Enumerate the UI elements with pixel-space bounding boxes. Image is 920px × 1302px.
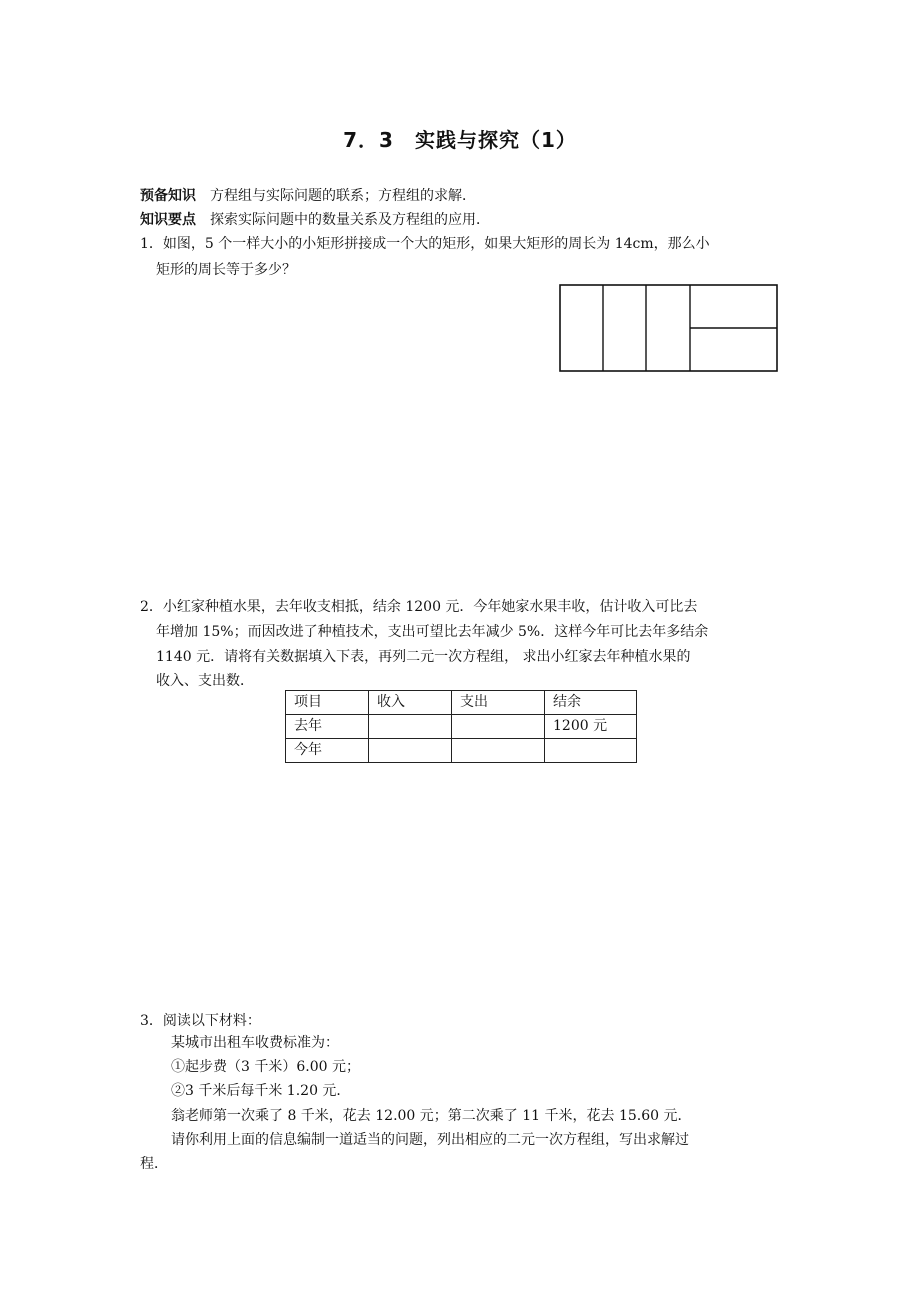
- income-expense-table: [285, 690, 637, 763]
- table-cell[interactable]: [369, 739, 452, 763]
- keypoints-line: [140, 210, 780, 230]
- table-cell: 今年: [286, 739, 369, 763]
- prereq-text: 方程组与实际问题的联系；方程组的求解．: [210, 188, 476, 204]
- table-row: [286, 739, 637, 763]
- table-header-cell: 项目: [286, 691, 369, 715]
- q1-line1: 1．如图，5 个一样大小的小矩形拼接成一个大的矩形，如果大矩形的周长为 14cm，那么小: [140, 236, 710, 252]
- q2-line2: 年增加 15%；而因改进了种植技术，支出可望比去年减少 5%．这样今年可比去年多结余: [156, 624, 709, 640]
- table-cell: 去年: [286, 715, 369, 739]
- table-header-cell: 收入: [369, 691, 452, 715]
- table-cell[interactable]: [452, 715, 545, 739]
- q3-line5: 程．: [140, 1156, 168, 1172]
- q1-line2: 矩形的周长等于多少？: [156, 262, 296, 278]
- keypoints-label: 知识要点: [140, 212, 196, 228]
- table-cell: 1200 元: [545, 715, 637, 739]
- q2-line1: 2．小红家种植水果，去年收支相抵，结余 1200 元．今年她家水果丰收，估计收入可比去: [140, 599, 698, 615]
- page-title: 7．3 实践与探究（1）: [343, 128, 577, 152]
- rectangles-figure: [559, 284, 779, 372]
- table-row: [286, 715, 637, 739]
- table-cell[interactable]: [545, 739, 637, 763]
- q2-line4: 收入、支出数．: [156, 673, 254, 689]
- q3-line4: 请你利用上面的信息编制一道适当的问题，列出相应的二元一次方程组，写出求解过: [171, 1132, 689, 1148]
- q3-line3: 翁老师第一次乘了 8 千米，花去 12.00 元；第二次乘了 11 千米，花去 15.60 元．: [171, 1108, 692, 1124]
- table-cell[interactable]: [452, 739, 545, 763]
- q3-item1: ①起步费（3 千米）6.00 元；: [171, 1059, 360, 1075]
- prereq-label: 预备知识: [140, 188, 196, 204]
- table-header-row: [286, 691, 637, 715]
- q2-line3: 1140 元．请将有关数据填入下表，再列二元一次方程组， 求出小红家去年种植水果的: [156, 649, 691, 665]
- q3-line1: 3．阅读以下材料：: [140, 1013, 261, 1029]
- table-cell[interactable]: [369, 715, 452, 739]
- table-header-cell: 结余: [545, 691, 637, 715]
- table-header-cell: 支出: [452, 691, 545, 715]
- q3-item2: ②3 千米后每千米 1.20 元．: [171, 1083, 351, 1099]
- prereq-line: [140, 186, 780, 206]
- q3-line2: 某城市出租车收费标准为：: [171, 1035, 339, 1051]
- keypoints-text: 探索实际问题中的数量关系及方程组的应用．: [210, 212, 490, 228]
